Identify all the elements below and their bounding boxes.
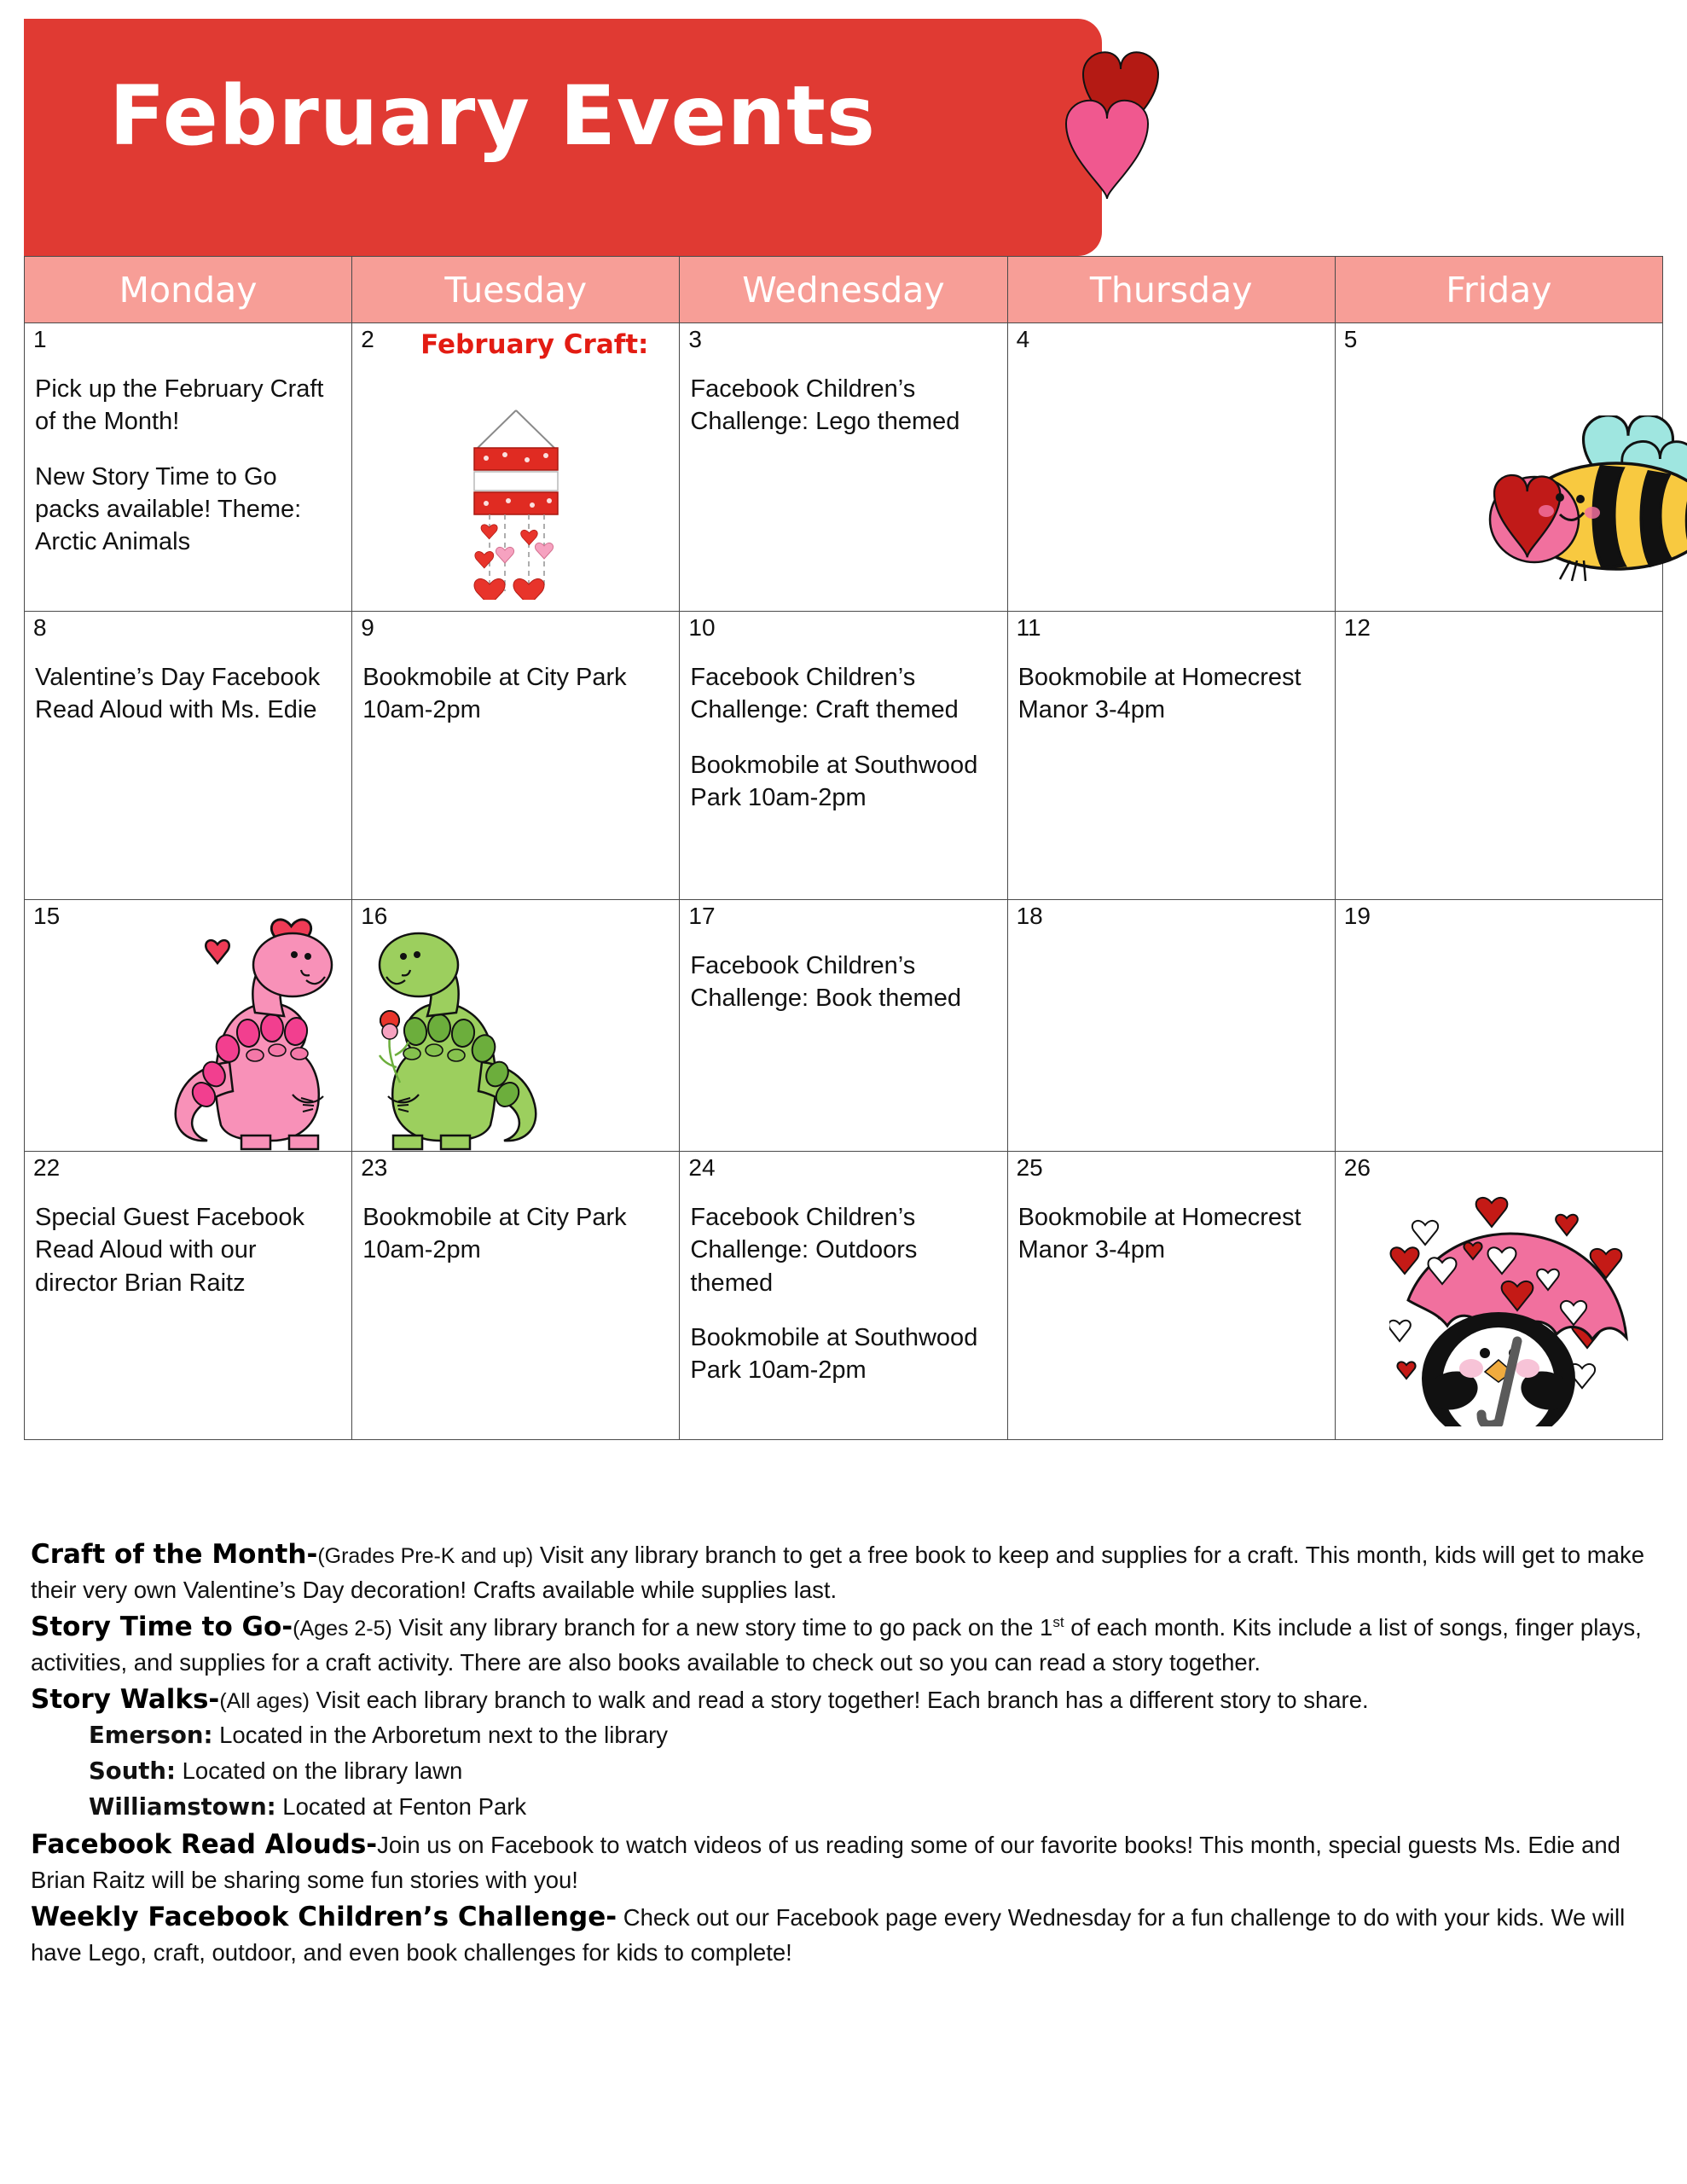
- pink-dinosaur-icon: [125, 912, 364, 1153]
- day-events: [1018, 661, 1326, 727]
- calendar-day-cell[interactable]: [680, 323, 1007, 612]
- day-events: [1018, 1201, 1326, 1267]
- calendar-day-cell[interactable]: [25, 1152, 352, 1440]
- calendar-day-cell[interactable]: [680, 612, 1007, 900]
- branch-name: Williamstown:: [89, 1793, 276, 1821]
- branch-item: [89, 1718, 1661, 1752]
- heart-mobile-craft-icon: [426, 405, 606, 600]
- calendar-day-cell[interactable]: [1335, 612, 1662, 900]
- event-text: Facebook Children’s Challenge: Lego themed: [690, 375, 960, 436]
- day-events: [690, 950, 998, 1015]
- calendar-week-row: [25, 323, 1663, 612]
- calendar-day-cell[interactable]: [1007, 900, 1335, 1152]
- legend-heading: Facebook Read Alouds-: [31, 1829, 378, 1861]
- calendar-day-cell[interactable]: [1007, 612, 1335, 900]
- calendar-day-cell[interactable]: [25, 900, 352, 1152]
- green-dinosaur-icon: [347, 912, 586, 1153]
- legend-body: Check out our Facebook page every Wednesday for a fun challenge to do with your kids. We will have Lego, craft, outdoor, and even book challenges for kids to complete!: [31, 1904, 1626, 1966]
- calendar-day-cell[interactable]: [25, 612, 352, 900]
- day-number: 19: [1343, 903, 1371, 929]
- calendar-week-row: [25, 612, 1663, 900]
- penguin-with-umbrella-icon: [1389, 1170, 1671, 1426]
- weekday-header-tuesday: Tuesday: [352, 257, 680, 323]
- event-text: Valentine’s Day Facebook Read Aloud with Ms. Edie: [35, 664, 321, 724]
- weekday-header-friday: Friday: [1335, 257, 1662, 323]
- event-text: Bookmobile at Homecrest Manor 3-4pm: [1017, 1204, 1301, 1264]
- legend-craft-of-the-month: [31, 1536, 1661, 1606]
- day-events: [362, 661, 670, 727]
- bee-with-heart-icon: [1481, 415, 1687, 595]
- day-events: [35, 373, 343, 558]
- day-number: 22: [33, 1154, 61, 1181]
- legend-story-time-to-go: [31, 1608, 1661, 1679]
- event-text: Bookmobile at Southwood Park 10am-2pm: [690, 1323, 978, 1385]
- legend-heading: Craft of the Month-: [31, 1539, 318, 1570]
- calendar-day-cell[interactable]: [352, 323, 680, 612]
- story-walk-branch-list: [89, 1718, 1661, 1824]
- day-number: 12: [1343, 614, 1371, 641]
- weekday-header-thursday: Thursday: [1007, 257, 1335, 323]
- legend-heading: Weekly Facebook Children’s Challenge-: [31, 1902, 617, 1933]
- day-number: 1: [33, 326, 47, 352]
- event-text: Facebook Children’s Challenge: Outdoors themed: [690, 1204, 918, 1297]
- day-number: 3: [688, 326, 702, 352]
- legend-heading: Story Time to Go-: [31, 1612, 293, 1643]
- heart-pair-icon: [1032, 30, 1203, 226]
- legend-body: Join us on Facebook to watch videos of us reading some of our favorite books! This month, special guests Ms. Edie and Brian Raitz will be sharing some fun stories with you!: [31, 1832, 1620, 1894]
- day-number: 4: [1016, 326, 1030, 352]
- calendar-day-cell[interactable]: [1335, 900, 1662, 1152]
- february-craft-label: February Craft:: [420, 329, 649, 360]
- calendar-day-cell[interactable]: [25, 323, 352, 612]
- calendar-day-cell[interactable]: [680, 900, 1007, 1152]
- legend-weekly-challenge: [31, 1898, 1661, 1969]
- day-number: 15: [33, 903, 61, 929]
- day-number: 26: [1343, 1154, 1371, 1181]
- calendar-day-cell[interactable]: [352, 900, 680, 1152]
- day-number: 25: [1016, 1154, 1043, 1181]
- day-events: [690, 1201, 998, 1386]
- event-text: Bookmobile at City Park 10am-2pm: [362, 664, 627, 724]
- day-number: 10: [688, 614, 716, 641]
- weekday-header-monday: Monday: [25, 257, 352, 323]
- event-text: Facebook Children’s Challenge: Craft themed: [690, 664, 959, 724]
- day-events: [690, 373, 998, 439]
- branch-item: [89, 1754, 1661, 1788]
- day-number: 23: [361, 1154, 388, 1181]
- day-events: [35, 661, 343, 727]
- branch-name: Emerson:: [89, 1722, 213, 1750]
- legend-facebook-read-alouds: [31, 1826, 1661, 1896]
- ordinal-suffix: st: [1052, 1613, 1064, 1630]
- page-title: February Events: [109, 68, 876, 164]
- legend-body: Visit each library branch to walk and read a story together! Each branch has a different story to share.: [309, 1687, 1369, 1714]
- event-text: New Story Time to Go packs available! Theme: Arctic Animals: [35, 462, 302, 556]
- calendar-day-cell[interactable]: [352, 612, 680, 900]
- legend-heading: Story Walks-: [31, 1684, 220, 1716]
- event-text: Facebook Children’s Challenge: Book themed: [690, 952, 961, 1013]
- day-number: 5: [1343, 326, 1358, 352]
- day-number: 17: [688, 903, 716, 929]
- calendar-week-row: [25, 1152, 1663, 1440]
- calendar-day-cell[interactable]: [1007, 323, 1335, 612]
- calendar-day-cell[interactable]: [1007, 1152, 1335, 1440]
- legend-body-post: of each month. Kits include a list of songs, finger plays, activities, and supplies for a craft activity. There are also books available to check out so you can read a story together.: [31, 1614, 1642, 1676]
- calendar-day-cell[interactable]: [1335, 323, 1662, 612]
- calendar-day-cell[interactable]: [1335, 1152, 1662, 1440]
- branch-item: [89, 1790, 1661, 1824]
- day-events: [35, 1201, 343, 1299]
- legend-ages: (Grades Pre-K and up): [317, 1544, 534, 1568]
- legend-body: Visit any library branch to get a free book to keep and supplies for a craft. This month, kids will get to make their very own Valentine’s Day decoration! Crafts available while supplies last.: [31, 1542, 1645, 1604]
- event-text: Pick up the February Craft of the Month!: [35, 375, 324, 436]
- day-events: [690, 661, 998, 814]
- event-text: Bookmobile at Homecrest Manor 3-4pm: [1017, 664, 1301, 724]
- calendar-day-cell[interactable]: [680, 1152, 1007, 1440]
- events-calendar: [24, 256, 1663, 1440]
- event-text: Special Guest Facebook Read Aloud with our director Brian Raitz: [35, 1204, 304, 1297]
- day-number: 24: [688, 1154, 716, 1181]
- day-number: 18: [1016, 903, 1043, 929]
- event-text: Bookmobile at City Park 10am-2pm: [362, 1204, 627, 1264]
- branch-location: Located in the Arboretum next to the library: [212, 1722, 668, 1749]
- legend-section: [31, 1536, 1661, 1971]
- calendar-day-cell[interactable]: [352, 1152, 680, 1440]
- day-number: 16: [361, 903, 388, 929]
- day-number: 8: [33, 614, 47, 641]
- day-number: 2: [361, 326, 374, 352]
- branch-location: Located on the library lawn: [176, 1757, 463, 1785]
- legend-ages: (All ages): [219, 1689, 310, 1714]
- event-text: Bookmobile at Southwood Park 10am-2pm: [690, 751, 978, 811]
- legend-ages: (Ages 2-5): [293, 1617, 392, 1641]
- day-number: 9: [361, 614, 374, 641]
- day-events: [362, 1201, 670, 1267]
- header-banner: [24, 19, 1102, 256]
- calendar-week-row: [25, 900, 1663, 1152]
- branch-location: Located at Fenton Park: [275, 1793, 527, 1821]
- weekday-header-wednesday: Wednesday: [680, 257, 1007, 323]
- day-number: 11: [1016, 614, 1041, 641]
- legend-body-pre: Visit any library branch for a new story time to go pack on the 1: [391, 1614, 1053, 1641]
- weekday-header-row: [25, 257, 1663, 323]
- branch-name: South:: [89, 1757, 176, 1786]
- legend-story-walks: [31, 1681, 1661, 1824]
